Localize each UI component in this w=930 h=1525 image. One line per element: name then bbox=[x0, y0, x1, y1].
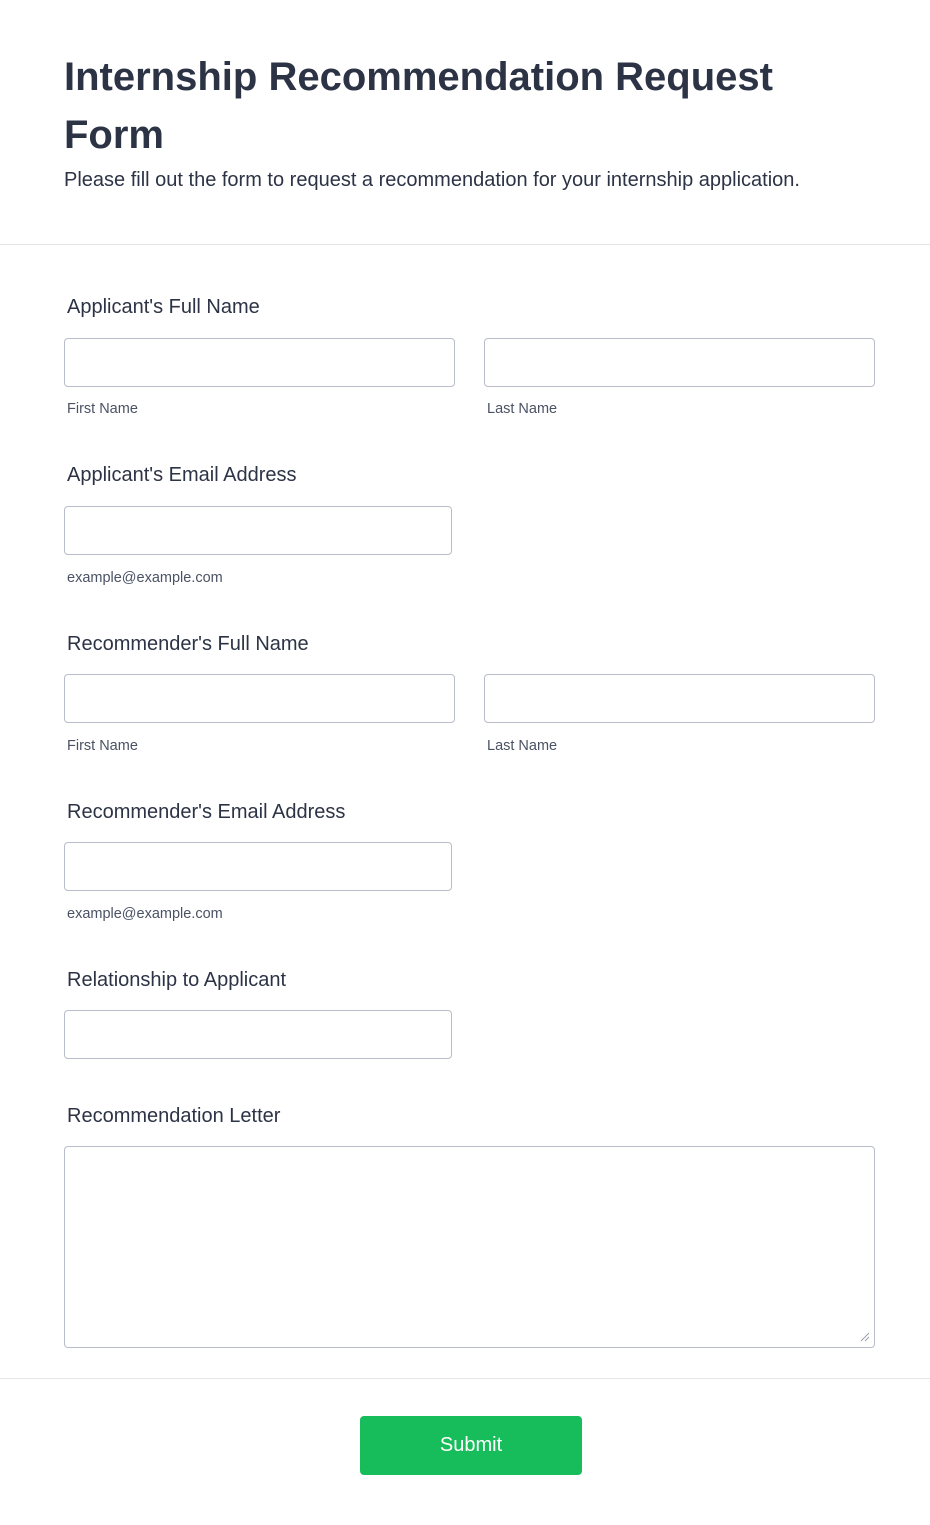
recommender-last-name-input[interactable] bbox=[484, 674, 875, 723]
applicant-name-label: Applicant's Full Name bbox=[67, 296, 260, 318]
footer-divider bbox=[0, 1378, 930, 1379]
applicant-email-label: Applicant's Email Address bbox=[67, 464, 297, 486]
recommender-name-label: Recommender's Full Name bbox=[67, 633, 309, 655]
applicant-email-input[interactable] bbox=[64, 506, 452, 555]
recommendation-letter-label: Recommendation Letter bbox=[67, 1105, 281, 1127]
applicant-first-name-sublabel: First Name bbox=[67, 401, 138, 417]
recommender-email-label: Recommender's Email Address bbox=[67, 801, 346, 823]
recommender-email-sublabel: example@example.com bbox=[67, 906, 223, 922]
applicant-last-name-sublabel: Last Name bbox=[487, 401, 558, 417]
form-header bbox=[0, 0, 930, 245]
submit-button[interactable]: Submit bbox=[360, 1416, 582, 1475]
recommender-first-name-sublabel: First Name bbox=[67, 738, 138, 754]
relationship-input[interactable] bbox=[64, 1010, 452, 1059]
applicant-email-sublabel: example@example.com bbox=[67, 570, 223, 586]
applicant-last-name-input[interactable] bbox=[484, 338, 875, 387]
recommender-last-name-sublabel: Last Name bbox=[487, 738, 558, 754]
page-subtitle: Please fill out the form to request a recommendation for your internship application. bbox=[64, 169, 800, 191]
recommendation-letter-textarea[interactable] bbox=[64, 1146, 875, 1348]
applicant-first-name-input[interactable] bbox=[64, 338, 455, 387]
resize-handle-icon[interactable] bbox=[858, 1330, 870, 1342]
recommender-email-input[interactable] bbox=[64, 842, 452, 891]
page-title: Internship Recommendation Request Form bbox=[64, 55, 773, 157]
recommender-first-name-input[interactable] bbox=[64, 674, 455, 723]
relationship-label: Relationship to Applicant bbox=[67, 969, 287, 991]
